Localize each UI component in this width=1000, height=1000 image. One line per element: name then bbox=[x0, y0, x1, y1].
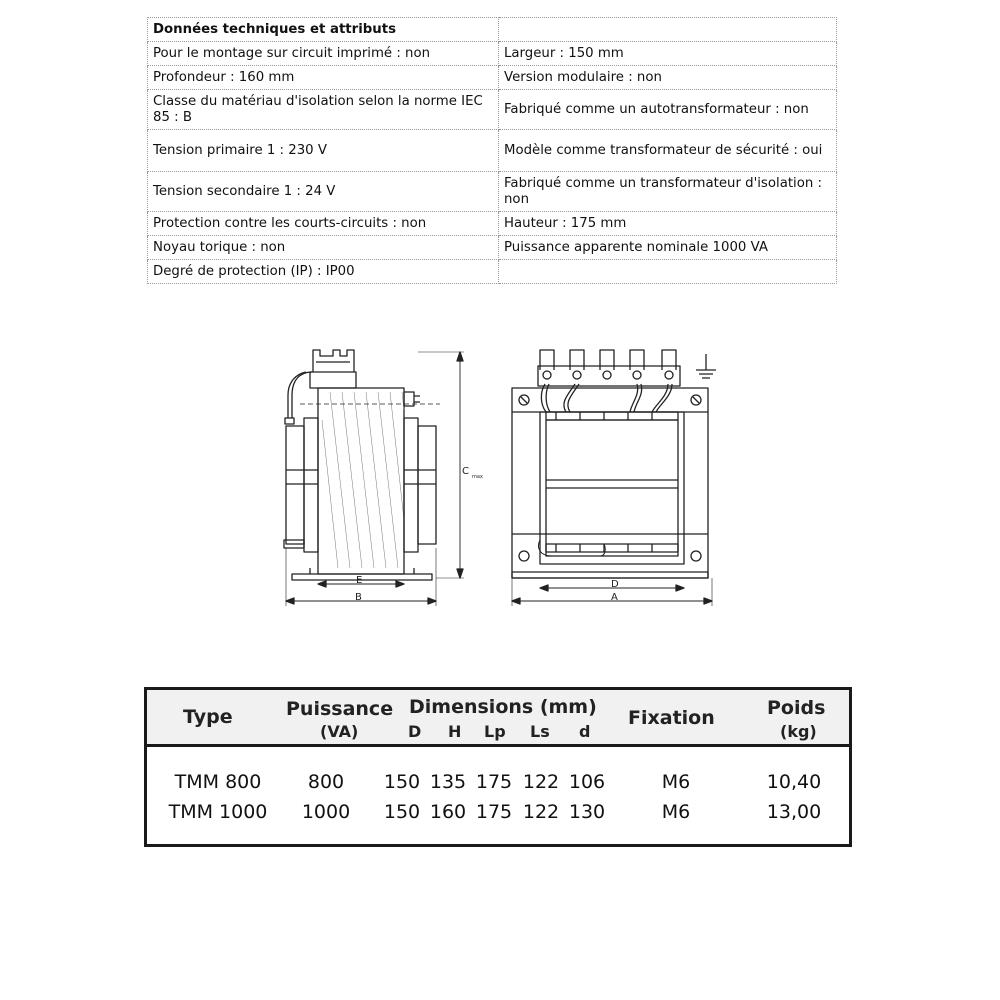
row-d-upper: 150 bbox=[383, 771, 421, 793]
table-row bbox=[148, 236, 837, 260]
row-d-upper: 150 bbox=[383, 801, 421, 823]
dimensions-table bbox=[144, 687, 852, 847]
header-kg: (kg) bbox=[780, 722, 817, 741]
spec-cell: Profondeur : 160 mm bbox=[148, 66, 499, 90]
spec-cell: Noyau torique : non bbox=[148, 236, 499, 260]
header-h: H bbox=[448, 722, 462, 741]
header-d-lower: d bbox=[579, 722, 591, 741]
spec-cell: Pour le montage sur circuit imprimé : non bbox=[148, 42, 499, 66]
label-d: D bbox=[611, 579, 619, 590]
row-lp: 175 bbox=[475, 771, 513, 793]
row-puissance: 800 bbox=[307, 771, 345, 793]
row-ls: 122 bbox=[522, 801, 560, 823]
header-d-upper: D bbox=[408, 722, 422, 741]
table-row bbox=[148, 260, 837, 284]
row-ls: 122 bbox=[522, 771, 560, 793]
spec-cell: Tension secondaire 1 : 24 V bbox=[148, 172, 499, 212]
row-d-lower: 130 bbox=[568, 801, 606, 823]
header-ls: Ls bbox=[530, 722, 550, 741]
spec-cell: Degré de protection (IP) : IP00 bbox=[148, 260, 499, 284]
row-type: TMM 800 bbox=[174, 771, 262, 793]
specs-title-empty-cell bbox=[499, 18, 837, 42]
table-row bbox=[148, 66, 837, 90]
row-d-lower: 106 bbox=[568, 771, 606, 793]
row-type: TMM 1000 bbox=[168, 801, 268, 823]
spec-cell: Hauteur : 175 mm bbox=[499, 212, 837, 236]
spec-cell: Modèle comme transformateur de sécurité : oui bbox=[499, 130, 837, 172]
spec-cell: Fabriqué comme un autotransformateur : non bbox=[499, 90, 837, 130]
transformer-drawing bbox=[265, 338, 735, 616]
table-row bbox=[148, 172, 837, 212]
label-b: B bbox=[355, 592, 362, 603]
row-fixation: M6 bbox=[661, 801, 691, 823]
table-row bbox=[148, 90, 837, 130]
row-h: 160 bbox=[429, 801, 467, 823]
row-lp: 175 bbox=[475, 801, 513, 823]
spec-cell: Tension primaire 1 : 230 V bbox=[148, 130, 499, 172]
side-view bbox=[284, 350, 464, 606]
spec-cell: Protection contre les courts-circuits : non bbox=[148, 212, 499, 236]
spec-cell: Version modulaire : non bbox=[499, 66, 837, 90]
header-puissance: Puissance bbox=[286, 698, 394, 720]
header-lp: Lp bbox=[484, 722, 506, 741]
table-row bbox=[148, 42, 837, 66]
table-row bbox=[148, 130, 837, 172]
specs-header-row bbox=[148, 18, 837, 42]
spec-cell bbox=[499, 260, 837, 284]
header-dimensions: Dimensions (mm) bbox=[409, 696, 597, 718]
label-c: C bbox=[462, 466, 469, 477]
header-poids: Poids bbox=[767, 697, 826, 719]
spec-cell: Largeur : 150 mm bbox=[499, 42, 837, 66]
row-puissance: 1000 bbox=[301, 801, 351, 823]
label-a: A bbox=[611, 592, 618, 603]
dimensions-table-header bbox=[147, 690, 849, 747]
spec-cell: Classe du matériau d'isolation selon la norme IEC 85 : B bbox=[148, 90, 499, 130]
spec-cell: Puissance apparente nominale 1000 VA bbox=[499, 236, 837, 260]
row-poids: 13,00 bbox=[766, 801, 822, 823]
header-va: (VA) bbox=[320, 722, 359, 741]
label-e: E bbox=[356, 575, 363, 586]
row-poids: 10,40 bbox=[766, 771, 822, 793]
header-fixation: Fixation bbox=[628, 707, 715, 729]
row-fixation: M6 bbox=[661, 771, 691, 793]
front-view bbox=[512, 350, 716, 606]
header-type: Type bbox=[183, 706, 233, 728]
table-row bbox=[148, 212, 837, 236]
label-c-max: max bbox=[472, 474, 483, 480]
spec-cell: Fabriqué comme un transformateur d'isolation : non bbox=[499, 172, 837, 212]
specs-title: Données techniques et attributs bbox=[148, 18, 499, 42]
row-h: 135 bbox=[429, 771, 467, 793]
specs-table bbox=[147, 17, 837, 284]
